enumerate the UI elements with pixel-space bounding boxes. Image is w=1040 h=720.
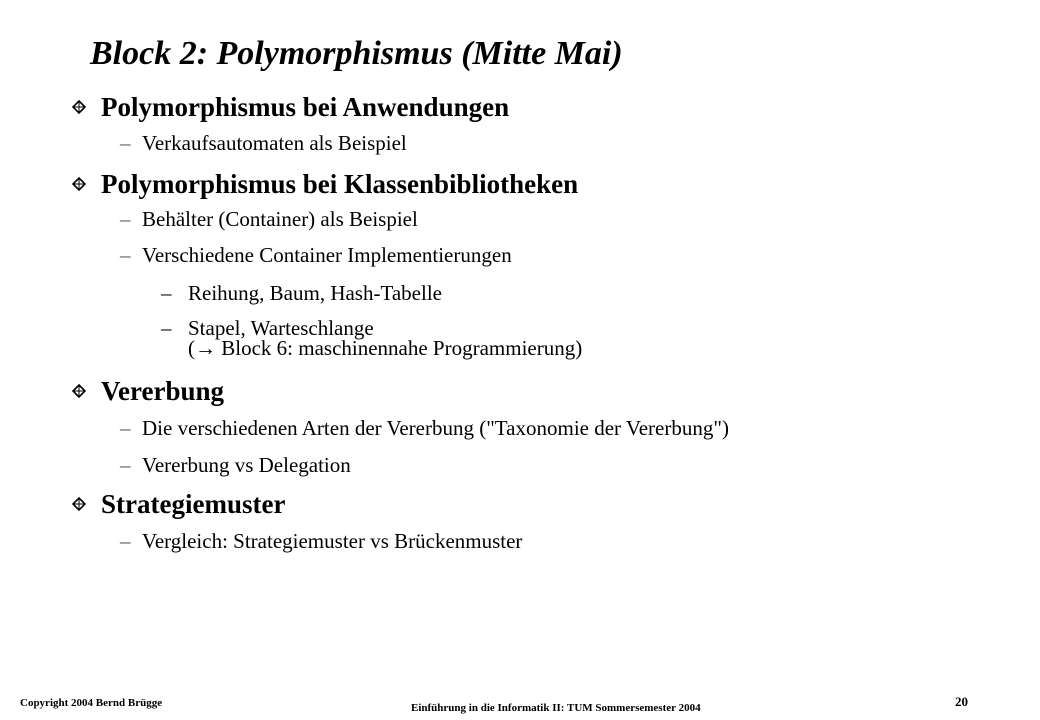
section-heading-text: Polymorphismus bei Anwendungen (101, 92, 510, 122)
dash-bullet: – (120, 453, 131, 477)
sub-list-item-text: Reihung, Baum, Hash-Tabelle (188, 281, 442, 305)
list-item-text: Vergleich: Strategiemuster vs Brückenmuster (142, 529, 523, 553)
list-item-text: Die verschiedenen Arten der Vererbung ("Taxonomie der Vererbung") (142, 416, 729, 440)
diamond-bullet-icon (72, 384, 86, 398)
dash-bullet: – (120, 416, 131, 440)
list-item-text: Vererbung vs Delegation (142, 453, 351, 477)
footer-course: Einführung in die Informatik II: TUM Sommersemester 2004 (411, 702, 701, 714)
dash-bullet: – (161, 281, 172, 305)
list-item-text: Verschiedene Container Implementierungen (142, 243, 512, 267)
dash-bullet: – (120, 131, 131, 155)
dash-bullet: – (120, 207, 131, 231)
dash-bullet: – (120, 529, 131, 553)
list-item-text: Behälter (Container) als Beispiel (142, 207, 418, 231)
sub-list-item-text-continued: (→ Block 6: maschinennahe Programmierung) (188, 336, 583, 360)
diamond-bullet-icon (72, 100, 86, 114)
section-heading-text: Vererbung (101, 376, 225, 406)
section-heading-text: Strategiemuster (101, 489, 286, 519)
footer-copyright: Copyright 2004 Bernd Brügge (20, 697, 163, 709)
page-number: 20 (955, 694, 968, 709)
list-item-text: Verkaufsautomaten als Beispiel (142, 131, 407, 155)
section-heading-text: Polymorphismus bei Klassenbibliotheken (101, 169, 579, 199)
diamond-bullet-icon (72, 177, 86, 191)
diamond-bullet-icon (72, 497, 86, 511)
slide-title: Block 2: Polymorphismus (Mitte Mai) (90, 35, 623, 72)
dash-bullet: – (161, 316, 172, 340)
sub-list-item-text: Stapel, Warteschlange (188, 316, 374, 340)
dash-bullet: – (120, 243, 131, 267)
